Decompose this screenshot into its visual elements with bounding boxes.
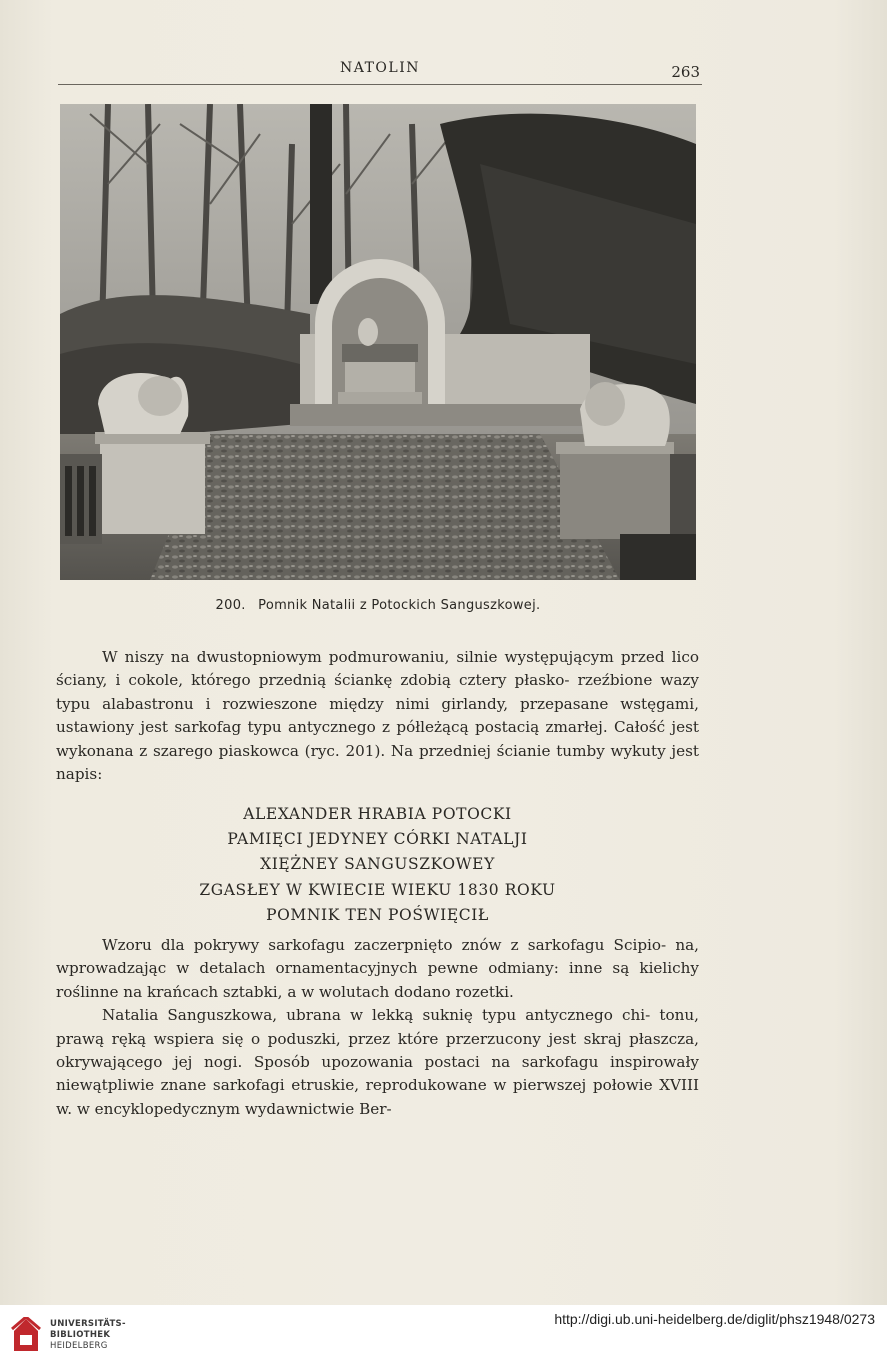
source-url-link[interactable]: http://digi.ub.uni-heidelberg.de/diglit/phsz1948/0273	[554, 1311, 875, 1327]
library-logo-icon	[10, 1317, 42, 1353]
library-name: UNIVERSITÄTS- BIBLIOTHEK HEIDELBERG	[50, 1319, 126, 1351]
figure-caption	[60, 598, 696, 613]
paragraph-2: Wzoru dla pokrywy sarkofagu zaczerpnięto znów z sarkofagu Scipio- na, wprowadzając w detalach ornamentacyjnych pewne odmiany: inne są kielichy roślinne na krańcach sztabki, a w wolutach dodano rozetki.	[56, 936, 700, 1001]
paragraph-niche-description	[56, 646, 699, 786]
paragraph-sarcophagus-lid	[56, 934, 699, 1121]
inscription-line: POMNIK TEN POŚWIĘCIŁ	[266, 905, 489, 924]
figure-number: 200.	[215, 598, 246, 613]
inscription-line: ALEXANDER HRABIA POTOCKI	[243, 805, 512, 823]
page-number: 263	[671, 63, 700, 81]
inscription-line: PAMIĘCI JEDYNEY CÓRKI NATALJI	[227, 830, 528, 849]
running-header	[58, 58, 702, 85]
paragraph-3: Natalia Sanguszkowa, ubrana w lekką suknię typu antycznego chi- tonu, prawą ręką wspiera się o poduszki, przez które przerzucony jest skraj płaszcza, okrywającego jej nogi. Sposób upozowania postaci na sarkofagu inspirowały niewątpliwie znane sarkofagi etruskie, reprodukowane w pierwszej połowie XVIII w. w encyklopedycznym wydawnictwie Ber-	[56, 1006, 700, 1118]
inscription-line: ZGASŁEY W KWIECIE WIEKU 1830 ROKU	[199, 880, 556, 899]
monument-photograph	[60, 104, 696, 580]
inscription-line: XIĘŻNEY SANGUSZKOWEY	[260, 855, 495, 874]
figure-caption-text: Pomnik Natalii z Potockich Sanguszkowej.	[258, 598, 541, 613]
digital-library-footer	[0, 1305, 887, 1368]
monument-inscription	[56, 802, 699, 928]
paragraph-1: W niszy na dwustopniowym podmurowaniu, silnie występującym przed lico ściany, i cokole, którego przednią ściankę zdobią cztery płasko- rzeźbione wazy typu alabastronu i rozwieszone między nimi girlandy, przepasane wstęgami, ustawiony jest sarkofag typu antycznego z półleżącą postacią zmarłej. Całość jest wykonana z szarego piaskowca (ryc. 201). Na przedniej ścianie tumby wykuty jest napis:	[56, 648, 700, 784]
monument-photo-illustration	[60, 104, 696, 580]
running-title: NATOLIN	[340, 60, 420, 76]
